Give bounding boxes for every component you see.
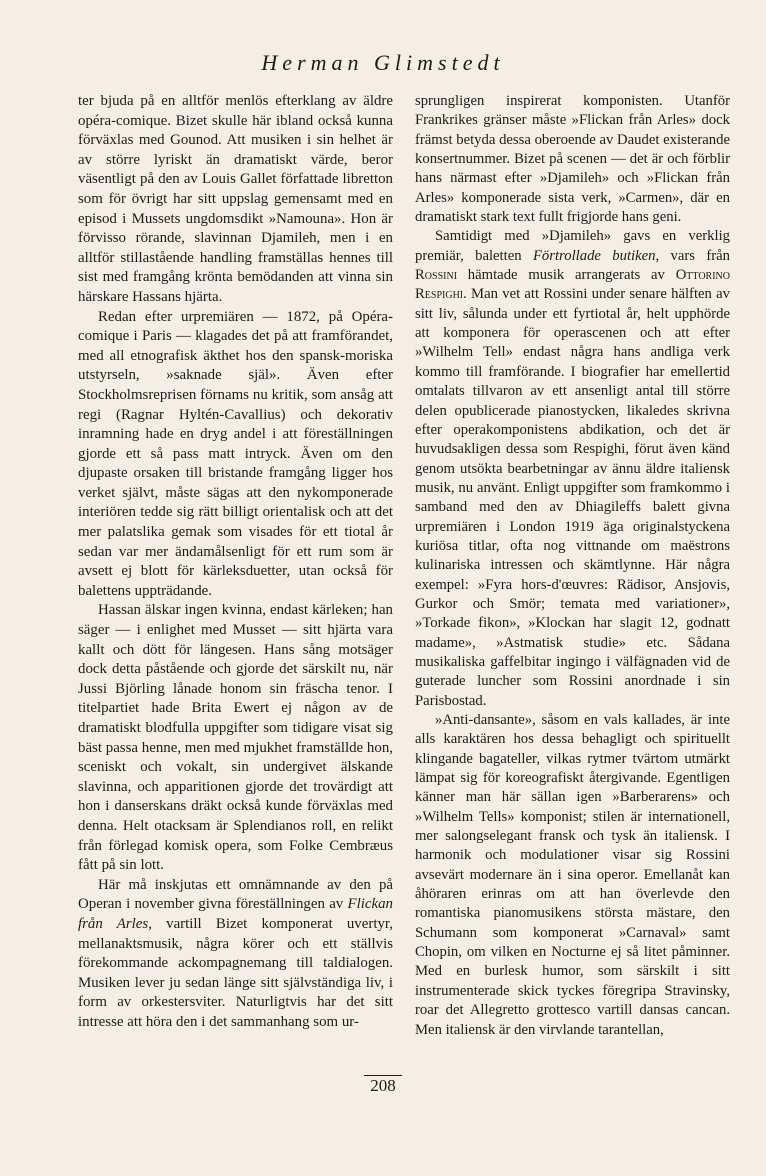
paragraph: Redan efter urpremiären — 1872, på Opéra-comique i Paris — klagades det på att framförandet, med all etnografisk äkthet hos den spansk-moriska utstyrseln, »saknade själ». Även efter Stockholmsreprisen förnams nu kritik, som ansåg att regi (Ragnar Hyltén-Cavallius) och dekorativ inramning hade en dryg andel i att föreställningen gjorde ett så pass matt intryck. Även om den djupaste orsaken till bristande framgång ligger hos verket självt, måste sägas att den nykomponerade interiören tedde sig rätt billigt orientalisk och att det mer palatslika gemak som visades för ett tiotal år sedan var mer ändamålsenligt för ett rum som är avsett ej blott för kärleksduetter, utan också för balettens uppträdande. <box>78 308 393 599</box>
composer-name: Ottorino Respighi. <box>415 267 730 303</box>
text-run: Samtidigt med »Djamileh» gavs en verklig premiär, baletten <box>415 228 730 264</box>
text-run: hämtade musik arrangerats av <box>457 267 676 284</box>
paragraph: ter bjuda på en alltför menlös efterklang av äldre opéra-comique. Bizet skulle här ibland också kunna förväxlas med Gounod. Att musiken i sin helhet är av större lyriskt än dramatiskt värde, beror väsentligt på den av Louis Gallet författade libretton som för övrigt har sitt uppslag gemensamt med en episod i Mussets ungdomsdikt »Namouna». Hon är förvisso rörande, slavinnan Djamileh, men i en alltför stillastående handling framställas hennes till sist med framgång krönta bemödanden att vinna sin härskare Hassans hjärta. <box>78 93 393 305</box>
paragraph: sprungligen inspirerat komponisten. Utanför Frankrikes gränser måste »Flickan från Arles» dock främst betyda dessa oberoende av Daudet existerande konsertnummer. Bizet på scenen — det är och förblir hans närmast efter »Djamileh» och »Flickan från Arles» komponerade sista verk, »Carmen», där en dramatiskt stark text fullt frigjorde hans geni. <box>415 93 730 226</box>
right-column <box>415 92 730 1040</box>
composer-name: Rossini <box>415 267 458 284</box>
paragraph <box>415 227 730 711</box>
running-header-author: Herman Glimstedt <box>261 50 505 75</box>
text-run: Här må inskjutas ett omnämnande av den på Operan i november givna föreställningen av <box>78 876 393 913</box>
text-run: vartill Bizet komponerat uvertyr, mellanaktsmusik, några körer och ett ställvis förekommande ackompagnemang till taldialogen. Musiken lever ju sedan länge sitt självständiga liv, i form av orkestersviter. Naturligtvis har det sitt intresse att höra den i det sammanhang som ur- <box>78 915 393 1030</box>
paragraph <box>78 876 393 1033</box>
paragraph: Hassan älskar ingen kvinna, endast kärleken; han säger — i enlighet med Musset — sitt hjärta vara kallt och dött för längesen. Hans sång motsäger dock detta påstående och gjorde det särskilt nu, när Jussi Björling lånade honom sin fräscha tenor. I titelpartiet hade Brita Ewert ej någon av de dramatiskt blodfulla uppgifter som tidigare visat sig bäst passa henne, men med mjukhet framställde hon, sceniskt och vokalt, sin undergivet älskande slavinna, och apparitionen gjorde det trovärdigt att hon i danserskans dräkt också kunde förväxlas med denna. Helt otacksam är Splendianos roll, en relikt från förlegad komisk opera, som Folke Cembræus fått på sin lott. <box>78 602 393 874</box>
work-title: Förtrollade butiken, <box>532 247 660 264</box>
page-number <box>0 1076 766 1096</box>
text-run: Man vet att Rossini under senare hälften av sitt liv, sålunda under ett fyrtiotal år, helt upphörde att komponera för operascenen och att efter »Wilhelm Tell» endast några hans andliga verk kommo till framförande. I biografier har emellertid omtalats tillvaron av ett ansenligt antal till större delen opublicerade pianostycken, likaledes skrivna efter operakomponistens abdikation, och det är huvudsakligen dessa som Respighi, förut även känd genom utsökta bearbetningar av ännu äldre italiensk musik, nu använt. Enligt uppgifter som framkommo i samband med den av Dhiagileffs balett givna urpremiären i London 1919 äga originalstyckena kuriösa titlar, ofta nog vittnande om maëstrons kulinariska intressen och skämtlynne. Här några exempel: »Fyra hors-d'œuvres: Rädisor, Ansjovis, Gurkor och Smör; temata med variationer», »Torkade fikon», »Klockan har slagit 12, godnatt madame», »Astmatisk studie» etc. Sådana musikaliska gaffelbitar ingingo i välfägnaden vid de guterade luncher som Rossini anordnade i sin Parisbostad. <box>415 286 730 709</box>
text-run: vars från <box>659 247 730 264</box>
work-title: Flickan från Arles, <box>78 896 393 932</box>
paragraph: »Anti-dansante», såsom en vals kallades, är inte alls karaktären hos dessa behagligt och spirituellt klingande bagateller, vilkas rytmer tvärtom utmärkt lämpat sig för koreografiskt återgivande. Egentligen känner man här sällan igen »Barberarens» och »Wilhelm Tells» komponist; stilen är internationell, mer salongselegant fransk och tysk än italiensk. I harmonik och modulationer visar sig Rossini avsevärt modernare än i sina operor. Emellanåt kan åhöraren erinras om att han överlevde den romantiska pianomusikens största mästare, den Schumann som komponerat »Carnaval» samt Chopin, om vilken en Nocturne ej så litet påminner. Med en burlesk humor, som särskilt i sitt instrumenterade skick tyckes föregripa Stravinsky, roar det Allegretto grottesco vartill dansas cancan. Men italiensk är den virvlande tarantellan, <box>415 712 730 1038</box>
left-column <box>78 92 393 1033</box>
page-number-text: 208 <box>364 1075 402 1095</box>
